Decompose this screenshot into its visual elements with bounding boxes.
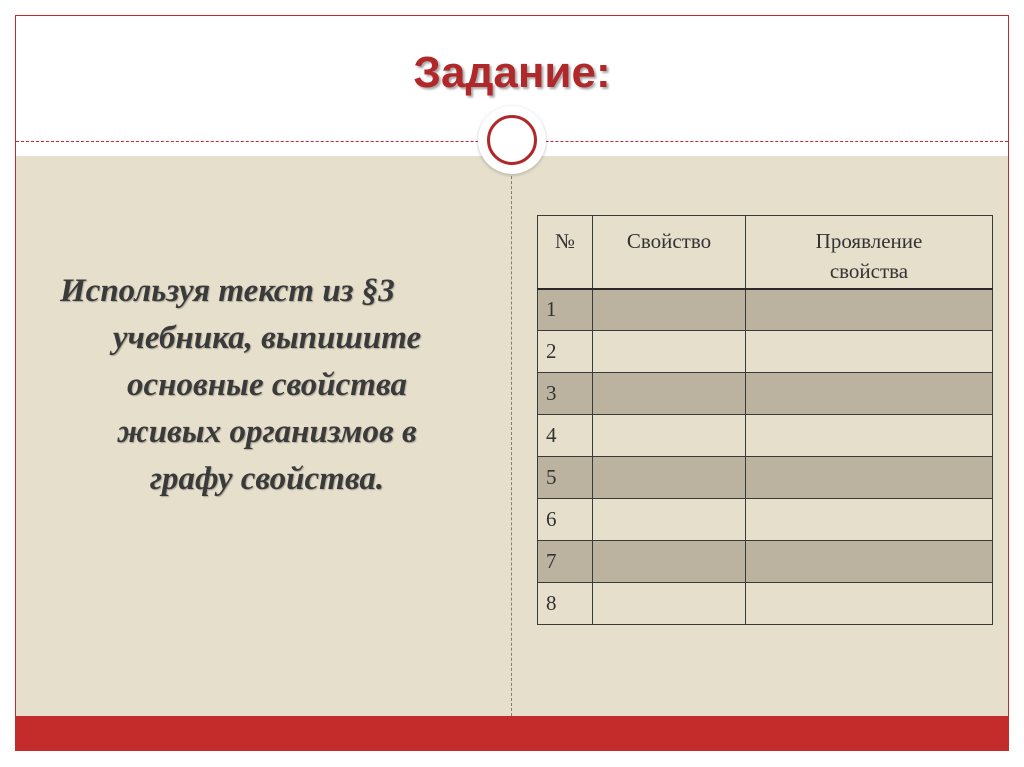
slide — [15, 15, 1009, 751]
manifestation-cell[interactable] — [746, 499, 993, 541]
row-number: 1 — [538, 289, 593, 331]
table-row — [538, 499, 993, 541]
properties-table — [537, 215, 993, 625]
instruction-line-5: графу свойства. — [149, 461, 385, 497]
property-cell[interactable] — [593, 457, 746, 499]
manifestation-cell[interactable] — [746, 289, 993, 331]
header-manifestation-label: Проявление свойства — [815, 229, 923, 283]
row-number: 3 — [538, 373, 593, 415]
table-row — [538, 289, 993, 331]
instruction-text — [52, 268, 482, 503]
table-row — [538, 541, 993, 583]
property-cell[interactable] — [593, 373, 746, 415]
property-cell[interactable] — [593, 331, 746, 373]
table-row — [538, 583, 993, 625]
header-manifestation — [746, 216, 993, 289]
row-number: 7 — [538, 541, 593, 583]
manifestation-cell[interactable] — [746, 583, 993, 625]
property-cell[interactable] — [593, 583, 746, 625]
table-row — [538, 373, 993, 415]
property-cell[interactable] — [593, 499, 746, 541]
ring-inner — [487, 115, 537, 165]
instruction-line-3: основные свойства — [127, 367, 407, 403]
bottom-bar — [16, 716, 1008, 751]
property-cell[interactable] — [593, 541, 746, 583]
vertical-divider — [511, 156, 512, 716]
instruction-line-4: живых организмов в — [117, 414, 417, 450]
manifestation-cell[interactable] — [746, 373, 993, 415]
table-header-row — [538, 216, 993, 289]
manifestation-cell[interactable] — [746, 415, 993, 457]
property-cell[interactable] — [593, 289, 746, 331]
row-number: 8 — [538, 583, 593, 625]
row-number: 6 — [538, 499, 593, 541]
property-cell[interactable] — [593, 415, 746, 457]
instruction-line-2: учебника, выпишите — [112, 320, 422, 356]
slide-title: Задание: — [413, 48, 611, 97]
manifestation-cell[interactable] — [746, 331, 993, 373]
table-row — [538, 331, 993, 373]
instruction-line-1: Используя текст из §3 — [60, 273, 395, 309]
row-number: 2 — [538, 331, 593, 373]
row-number: 5 — [538, 457, 593, 499]
manifestation-cell[interactable] — [746, 457, 993, 499]
manifestation-cell[interactable] — [746, 541, 993, 583]
row-number: 4 — [538, 415, 593, 457]
header-number: № — [538, 216, 593, 289]
header-property: Свойство — [593, 216, 746, 289]
table-row — [538, 415, 993, 457]
ring-ornament-icon — [478, 106, 546, 174]
table-row — [538, 457, 993, 499]
